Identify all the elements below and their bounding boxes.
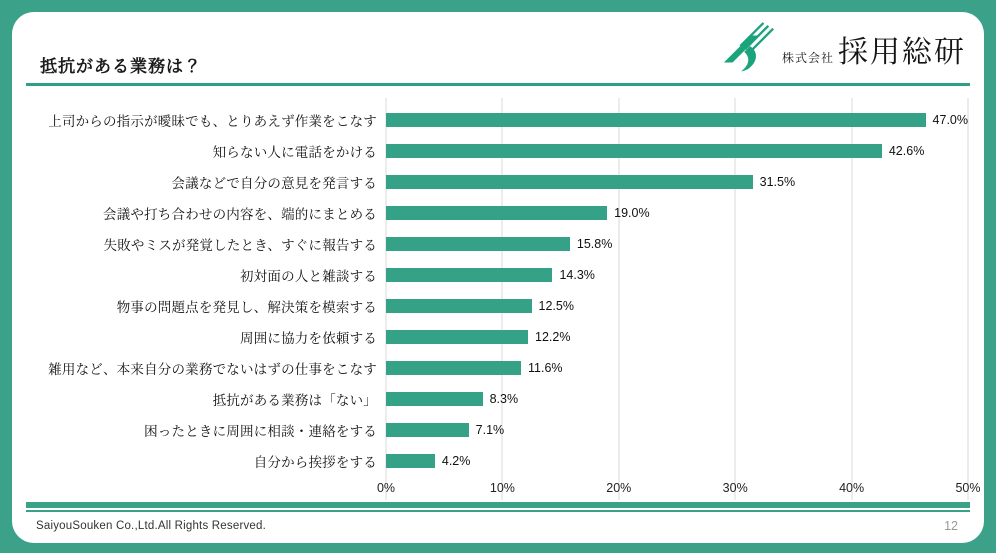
bar-track bbox=[386, 237, 968, 251]
page-number: 12 bbox=[944, 519, 958, 533]
bar-value-label: 7.1% bbox=[475, 422, 505, 437]
bar bbox=[386, 392, 483, 406]
chart-row bbox=[28, 290, 968, 321]
category-label: 初対面の人と雑談する bbox=[240, 268, 377, 284]
bar bbox=[386, 299, 532, 313]
bar-chart bbox=[28, 104, 981, 500]
chart-row bbox=[28, 228, 968, 259]
footer-divider-thick-line bbox=[26, 502, 970, 508]
bar-track bbox=[386, 113, 968, 127]
category-label: 会議などで自分の意見を発言する bbox=[171, 175, 377, 191]
category-label: 物事の問題点を発見し、解決策を模索する bbox=[116, 299, 377, 315]
x-axis-tick-label: 40% bbox=[839, 481, 865, 495]
x-axis-tick-label: 20% bbox=[606, 481, 632, 495]
footer-divider bbox=[26, 502, 970, 512]
category-label: 雑用など、本来自分の業務でないはずの仕事をこなす bbox=[48, 361, 377, 377]
header bbox=[12, 12, 984, 86]
bar-track bbox=[386, 144, 968, 158]
bar-value-label: 31.5% bbox=[759, 174, 796, 189]
category-label: 知らない人に電話をかける bbox=[212, 144, 377, 160]
bar bbox=[386, 423, 469, 437]
bar-track bbox=[386, 454, 968, 468]
category-label: 困ったときに周囲に相談・連絡をする bbox=[144, 423, 377, 439]
category-label: 抵抗がある業務は「ない」 bbox=[212, 392, 377, 408]
bar-value-label: 42.6% bbox=[888, 143, 925, 158]
bar-track bbox=[386, 299, 968, 313]
bar-track bbox=[386, 330, 968, 344]
chart-row bbox=[28, 135, 968, 166]
bar bbox=[386, 175, 753, 189]
chart-row bbox=[28, 383, 968, 414]
chart-row bbox=[28, 259, 968, 290]
bar-track bbox=[386, 268, 968, 282]
category-label: 会議や打ち合わせの内容を、端的にまとめる bbox=[103, 206, 377, 222]
category-label: 上司からの指示が曖昧でも、とりあえず作業をこなす bbox=[48, 113, 377, 129]
chart-row bbox=[28, 166, 968, 197]
slide-card bbox=[12, 12, 984, 543]
bar-value-label: 12.5% bbox=[538, 298, 574, 313]
bar bbox=[386, 454, 435, 468]
chart-row bbox=[28, 321, 968, 352]
bar bbox=[386, 330, 528, 344]
bar-value-label: 8.3% bbox=[489, 391, 519, 406]
footer bbox=[36, 519, 958, 533]
bar-value-label: 19.0% bbox=[614, 205, 650, 220]
bar-track bbox=[386, 392, 968, 406]
bar-value-label: 47.0% bbox=[932, 112, 968, 127]
chart-row bbox=[28, 197, 968, 228]
bar bbox=[386, 144, 882, 158]
bar-value-label: 12.2% bbox=[535, 329, 571, 344]
logo-text bbox=[782, 27, 966, 71]
logo-company-name: 採用総研 bbox=[838, 36, 966, 69]
logo-company-prefix: 株式会社 bbox=[781, 51, 834, 65]
bar-value-label: 4.2% bbox=[441, 453, 471, 468]
bar bbox=[386, 268, 552, 282]
company-logo bbox=[720, 20, 966, 78]
chart-row bbox=[28, 414, 968, 445]
x-axis bbox=[376, 476, 981, 500]
bar bbox=[386, 361, 521, 375]
bar-value-label: 11.6% bbox=[528, 360, 563, 375]
bar-track bbox=[386, 206, 968, 220]
copyright-text: SaiyouSouken Co.,Ltd.All Rights Reserved. bbox=[36, 520, 267, 532]
x-axis-tick-label: 10% bbox=[489, 481, 515, 495]
chart-row bbox=[28, 104, 968, 135]
x-axis-tick-label: 0% bbox=[376, 481, 396, 495]
bar-value-label: 15.8% bbox=[576, 236, 613, 251]
saiyousouken-swoosh-logo-icon bbox=[720, 20, 778, 78]
category-label: 失敗やミスが発覚したとき、すぐに報告する bbox=[103, 237, 377, 253]
bar-track bbox=[386, 423, 968, 437]
page-title: 抵抗がある業務は？ bbox=[40, 57, 202, 76]
bar-track bbox=[386, 175, 968, 189]
category-label: 周囲に協力を依頼する bbox=[240, 330, 377, 346]
bar bbox=[386, 113, 926, 127]
title-underline bbox=[26, 83, 970, 86]
bar-track bbox=[386, 361, 968, 375]
x-axis-tick-label: 30% bbox=[722, 481, 748, 495]
chart-row bbox=[28, 352, 968, 383]
footer-divider-thin-line bbox=[26, 510, 970, 512]
x-axis-tick-label: 50% bbox=[955, 481, 981, 495]
chart-rows bbox=[28, 104, 968, 476]
bar-value-label: 14.3% bbox=[559, 267, 595, 282]
bar bbox=[386, 237, 570, 251]
category-label: 自分から挨拶をする bbox=[253, 454, 377, 470]
chart-row bbox=[28, 445, 968, 476]
bar bbox=[386, 206, 607, 220]
